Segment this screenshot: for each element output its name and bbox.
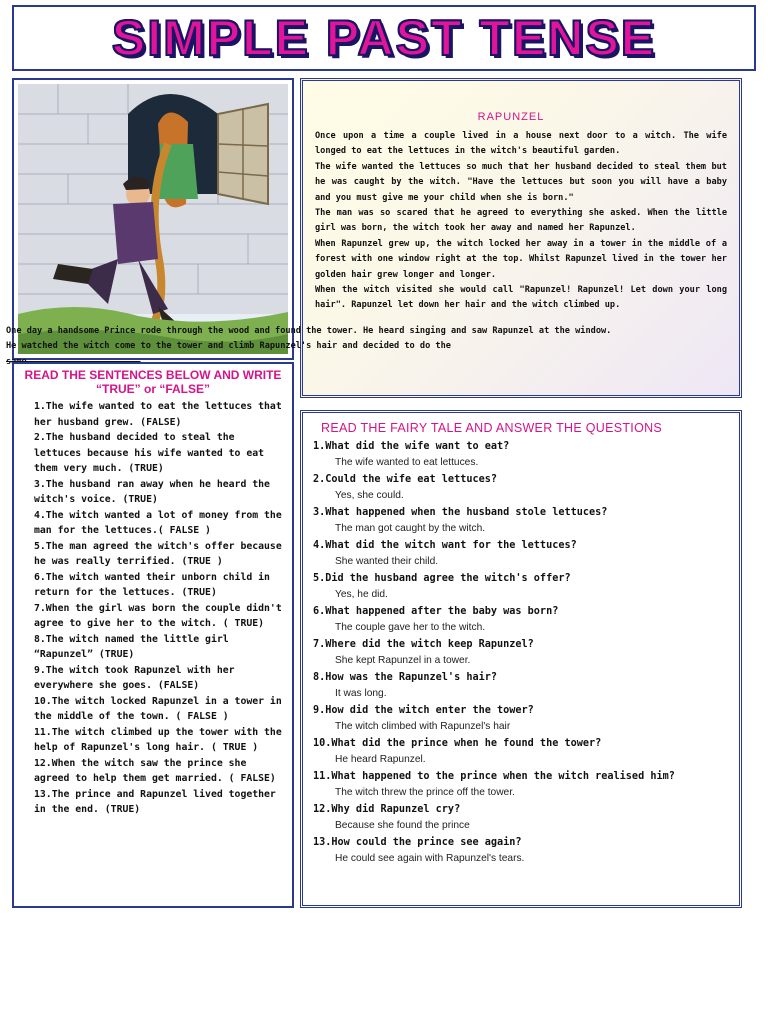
story-paragraph: Once upon a time a couple lived in a house next door to a witch. The wife longed to eat the lettuces in the witch's beautiful garden. [315, 131, 727, 157]
true-false-item: 4.The witch wanted a lot of money from the man for the lettuces.( FALSE ) [34, 509, 282, 536]
answer: Because she found the prince [335, 820, 470, 832]
true-false-item: 11.The witch climbed up the tower with the help of Rapunzel's long hair. ( TRUE ) [34, 726, 282, 753]
overflow-line: One day a handsome Prince rode through the wood and found the tower. He heard singing and saw Rapunzel at the window. [6, 326, 612, 336]
true-false-item: 3.The husband ran away when he heard the witch's voice. (TRUE) [34, 478, 270, 505]
true-false-item: 2.The husband decided to steal the lettuces because his wife wanted to eat them very much. (TRUE) [34, 432, 265, 474]
answer: The witch climbed with Rapunzel's hair [335, 721, 511, 733]
question: 13.How could the prince see again? [313, 837, 522, 848]
true-false-item: 5.The man agreed the witch's offer because he was really terrified. (TRUE ) [34, 540, 282, 567]
question: 1.What did the wife want to eat? [313, 441, 510, 452]
story-paragraph: The man was so scared that he agreed to everything she asked. When the little girl was born, the witch took her away and named her Rapunzel. [315, 208, 727, 234]
story-paragraph: When the witch visited she would call "Rapunzel! Rapunzel! Let down your long hair". Rapunzel let down her hair and the witch climbed up. [315, 285, 727, 311]
overflow-line: same.……………………………………………………… [6, 356, 141, 367]
true-false-item: 6.The witch wanted their unborn child in return for the lettuces. (TRUE) [34, 571, 270, 598]
answer: The man got caught by the witch. [335, 523, 486, 535]
answer: Yes, she could. [335, 490, 404, 502]
answer: Yes, he did. [335, 589, 388, 601]
true-false-title: READ THE SENTENCES BELOW AND WRITE “TRUE” or “FALSE” [24, 368, 282, 396]
question: 6.What happened after the baby was born? [313, 606, 559, 617]
question: 8.How was the Rapunzel's hair? [313, 672, 498, 683]
story-illustration [12, 78, 294, 360]
title-banner [12, 5, 756, 71]
question: 11.What happened to the prince when the witch realised him? [313, 771, 675, 782]
questions-title: READ THE FAIRY TALE AND ANSWER THE QUESTIONS [321, 421, 663, 435]
true-false-item: 12.When the witch saw the prince she agreed to help them get married. ( FALSE) [34, 757, 276, 784]
true-false-item: 8.The witch named the little girl “Rapunzel” (TRUE) [34, 633, 229, 660]
story-paragraph: The wife wanted the lettuces so much that her husband decided to steal them but he was caught by the witch. "Have the lettuces but soon you will have a baby and you must give me your child when she is born." [315, 161, 727, 203]
answer: The wife wanted to eat lettuces. [335, 457, 479, 469]
question: 3.What happened when the husband stole lettuces? [313, 507, 608, 518]
questions-panel [300, 410, 742, 908]
answer: The couple gave her to the witch. [335, 622, 486, 634]
question: 2.Could the wife eat lettuces? [313, 474, 498, 485]
story-title: RAPUNZEL [477, 111, 545, 123]
answer: The witch threw the prince off the tower. [335, 787, 515, 799]
story-paragraph: When Rapunzel grew up, the witch locked her away in a tower in the middle of a forest with one window right at the top. Whilst Rapunzel lived in the tower her golden hair grew longer and longer. [315, 238, 727, 280]
answer: She wanted their child. [335, 556, 439, 568]
true-false-item: 1.The wife wanted to eat the lettuces that her husband grew. (FALSE) [34, 401, 282, 428]
true-false-item: 13.The prince and Rapunzel lived together in the end. (TRUE) [34, 788, 276, 815]
answer: It was long. [335, 688, 387, 700]
question: 12.Why did Rapunzel cry? [313, 804, 461, 815]
true-false-item: 7.When the girl was born the couple didn't agree to give her to the witch. ( TRUE) [34, 602, 282, 629]
answer: He could see again with Rapunzel's tears. [335, 853, 525, 865]
overflow-line: He watched the witch come to the tower and climb Rapunzel's hair and decided to do the [6, 341, 451, 352]
page-title: SIMPLE PAST TENSE [111, 10, 657, 66]
question: 9.How did the witch enter the tower? [313, 705, 534, 716]
question: 4.What did the witch want for the lettuces? [313, 540, 577, 551]
answer: She kept Rapunzel in a tower. [335, 655, 471, 667]
question: 7.Where did the witch keep Rapunzel? [313, 639, 534, 650]
true-false-item: 9.The witch took Rapunzel with her everywhere she goes. (FALSE) [34, 664, 235, 691]
rapunzel-tower-illustration [18, 84, 288, 354]
true-false-exercise [12, 362, 294, 908]
answer: He heard Rapunzel. [335, 754, 426, 766]
question: 5.Did the husband agree the witch's offer? [313, 573, 571, 584]
true-false-item: 10.The witch locked Rapunzel in a tower in the middle of the town. ( FALSE ) [34, 695, 282, 722]
question: 10.What did the prince when he found the tower? [313, 738, 602, 749]
